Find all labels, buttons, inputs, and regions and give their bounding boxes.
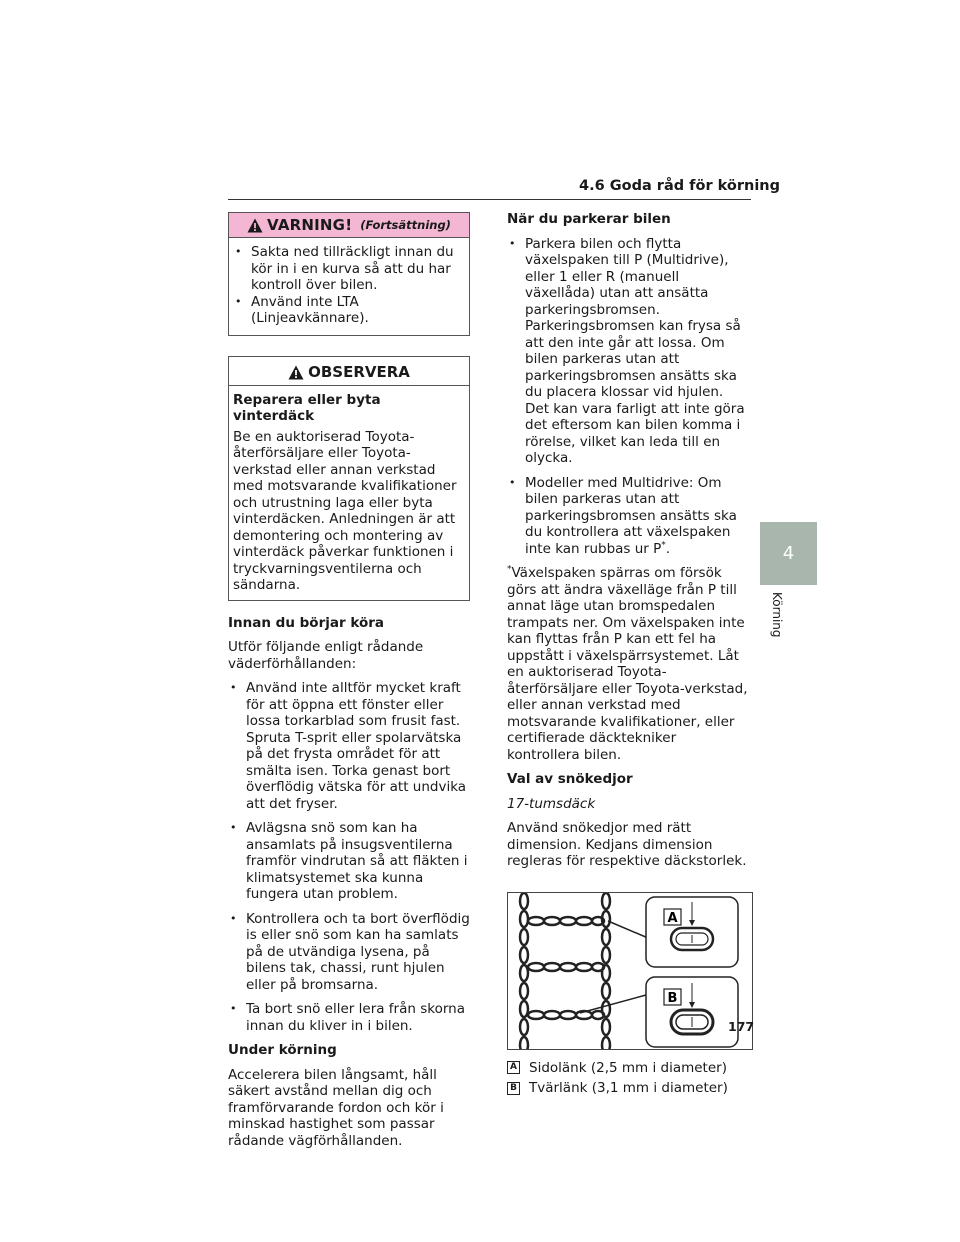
- section-header: 4.6 Goda råd för körning: [579, 178, 781, 194]
- list-item: • Kontrollera och ta bort överflödig is eller snö som kan ha samlats på de utvändiga lysena, på bilens tak, chassi, runt hjulen eller på bromsarna.: [228, 911, 470, 994]
- warning-subtitle: (Fortsättning): [360, 217, 451, 232]
- legend-item: [507, 1060, 751, 1077]
- warning-title: VARNING!: [267, 215, 353, 234]
- legend-badge: B: [507, 1082, 520, 1095]
- chapter-label-text: Körning: [770, 592, 784, 638]
- chapter-number: 4: [782, 543, 795, 564]
- legend-text: Tvärlänk (3,1 mm i diameter): [529, 1080, 728, 1096]
- legend-item: [507, 1080, 751, 1097]
- footnote-text: Växelspaken spärras om försök görs att ändra växelläge från P till annat läge utan bromspedalen trampats ner. Om växelspaken inte kan flyttas från P kan ett fel ha uppstått i växelspärrsystemet. Låt en auktoriserad Toyota-återförsäljare eller Toyota-verkstad, eller annan verkstad med motsvarande kvalifikationer, eller certifierade däcktekniker kontrollera bilen.: [507, 565, 748, 763]
- caution-triangle-icon: [288, 365, 304, 380]
- warning-body: [229, 238, 469, 335]
- legend-badge: A: [507, 1061, 520, 1074]
- callout-label-b: B: [667, 990, 678, 1006]
- before-driving-intro: Utför följande enligt rådande väderförhållanden:: [228, 639, 424, 672]
- notice-text: Be en auktoriserad Toyota-återförsäljare eller Toyota-verkstad eller annan verkstad med motsvarande kvalifikationer och utrustning laga eller byta vinterdäcken. Anledningen är att demontering och montering av vinterdäck påverkar funktionen i tryckvarningsventilerna och sändarna.: [233, 428, 457, 593]
- page-number: 177: [728, 1019, 755, 1034]
- footnote-marker: *: [507, 564, 512, 575]
- notice-title: OBSERVERA: [308, 363, 410, 382]
- while-driving-text: Accelerera bilen långsamt, håll säkert avstånd mellan dig och framförvarande fordon och kör i minskad hastighet som passar rådande vägförhållanden.: [228, 1066, 444, 1149]
- chapter-tab: [760, 522, 817, 585]
- snow-chain-diagram: [508, 893, 755, 1049]
- snow-chain-illustration: [507, 892, 753, 1050]
- warning-box: [228, 212, 470, 336]
- parking-list: [507, 236, 751, 558]
- notice-box: [228, 356, 470, 601]
- before-driving-list: [228, 680, 470, 1034]
- list-item: • Ta bort snö eller lera från skorna innan du kliver in i bilen.: [228, 1001, 470, 1034]
- parking-heading: När du parkerar bilen: [507, 211, 671, 227]
- legend-text: Sidolänk (2,5 mm i diameter): [529, 1059, 727, 1076]
- notice-body: [229, 386, 469, 600]
- list-item-text: Modeller med Multidrive: Om bilen parkeras utan att parkeringsbromsen ansätts ska du kontrollera att växelspaken inte kan rubbas ur P: [525, 474, 737, 557]
- right-column: [507, 211, 751, 1101]
- callout-label-a: A: [667, 910, 678, 926]
- footnote-marker: *: [661, 540, 666, 550]
- list-item: • Använd inte alltför mycket kraft för att öppna ett fönster eller lossa torkarblad som frusit fast. Spruta T-sprit eller spolarvätska på det frysta området för att smälta isen. Torka genast bort överflödig vätska för att undvika att det fryser.: [228, 680, 470, 812]
- warning-header: [229, 213, 469, 238]
- section-divider: [228, 199, 751, 200]
- while-driving-heading: Under körning: [228, 1042, 337, 1058]
- snow-chains-subheading: 17-tumsdäck: [507, 795, 596, 812]
- chapter-label: [768, 592, 788, 652]
- list-item: • Avlägsna snö som kan ha ansamlats på insugsventilerna framför vindrutan så att fläkten i klimatsystemet ska kunna fungera utan problem.: [228, 820, 470, 903]
- list-item: • Parkera bilen och flytta växelspaken till P (Multidrive), eller 1 eller R (manuell växellåda) utan att ansätta parkeringsbromsen. Parkeringsbromsen kan frysa så att den inte går att lossa. Om bilen parkeras utan att parkeringsbromsen ansätts ska du placera klossar vid hjulen. Det kan vara farligt att inte göra det eftersom kan bilen komma i rörelse, vilket kan leda till en olycka.: [507, 236, 751, 467]
- notice-header: [229, 357, 469, 386]
- list-item: • Använd inte LTA (Linjeavkännare).: [233, 294, 465, 327]
- snow-chains-text: Använd snökedjor med rätt dimension. Kedjans dimension regleras för respektive däckstorlek.: [507, 820, 747, 869]
- snow-chains-heading: Val av snökedjor: [507, 771, 633, 787]
- footnote: [507, 565, 751, 763]
- list-item: • Sakta ned tillräckligt innan du kör in i en kurva så att du har kontroll över bilen.: [233, 244, 465, 294]
- left-column: [228, 212, 470, 1157]
- notice-heading: Reparera eller byta vinterdäck: [233, 391, 381, 424]
- warning-triangle-icon: [247, 218, 263, 233]
- list-item-end: .: [665, 540, 671, 557]
- before-driving-heading: Innan du börjar köra: [228, 614, 384, 631]
- list-item: [507, 475, 751, 558]
